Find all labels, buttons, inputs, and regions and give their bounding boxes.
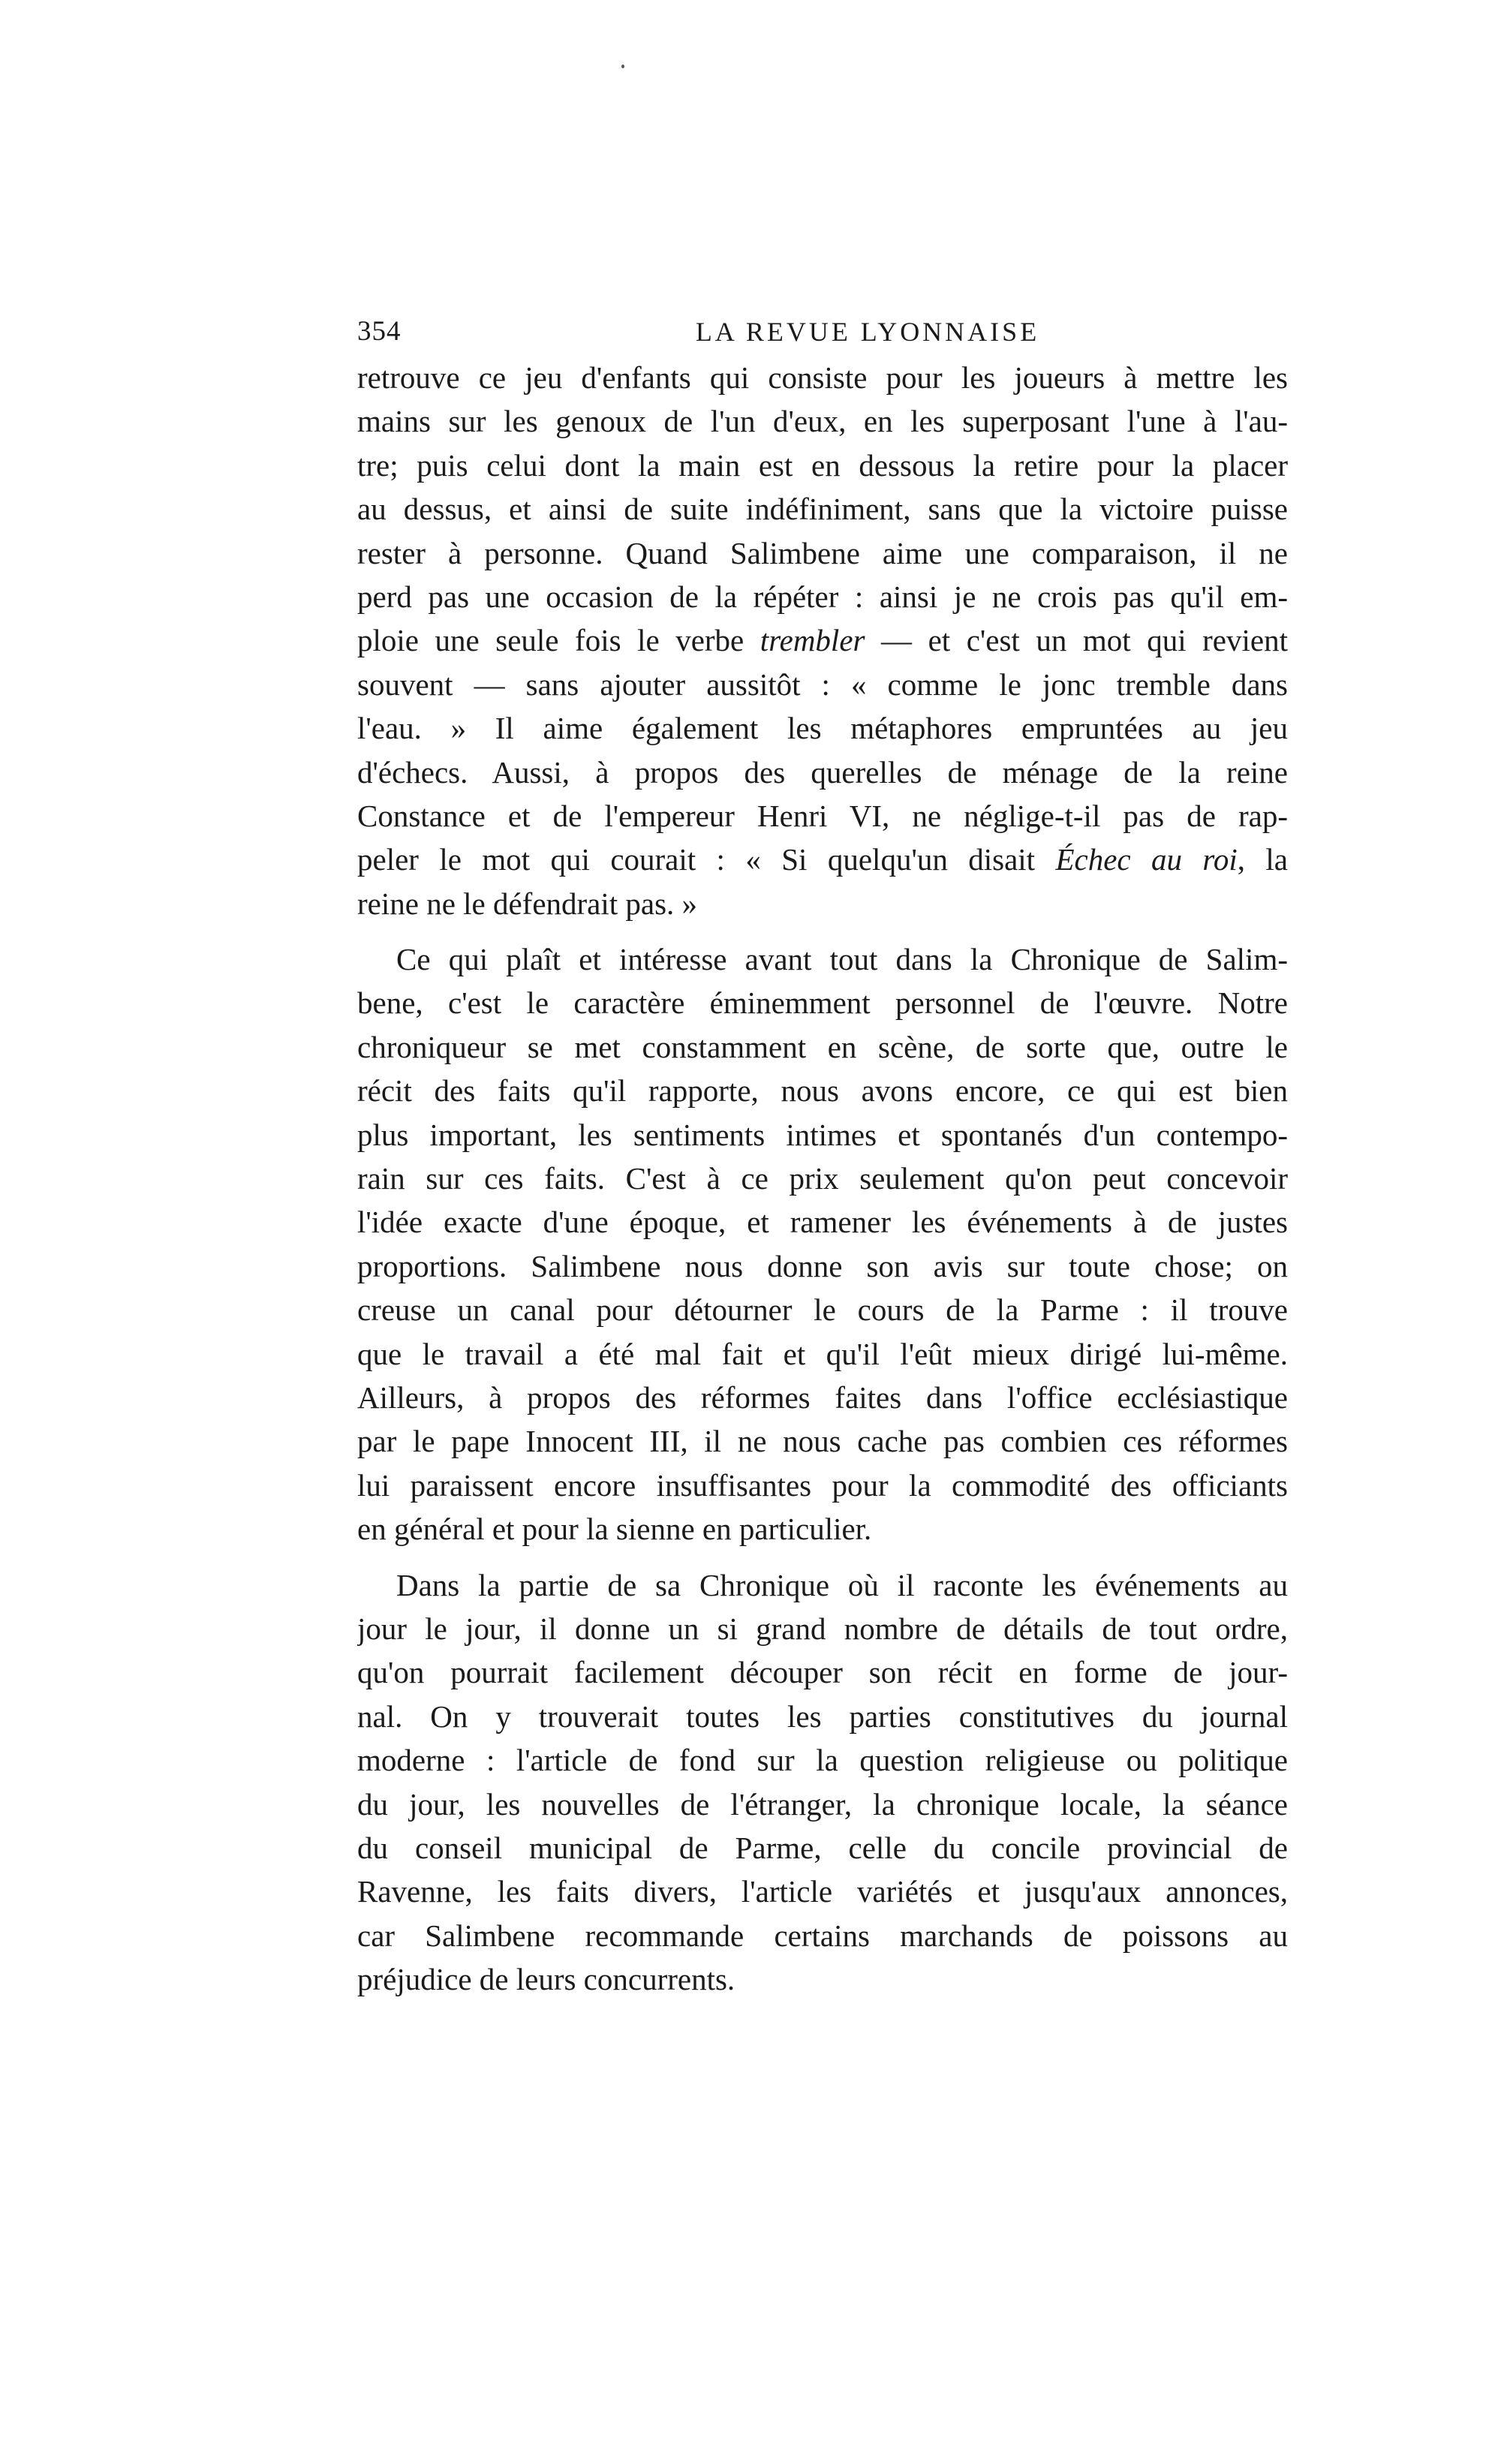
text-line: récit des faits qu'il rapporte, nous avons encore, ce qui est bien <box>357 1073 1288 1109</box>
text-line: d'échecs. Aussi, à propos des querelles de ménage de la reine <box>357 754 1288 790</box>
text-line: rester à personne. Quand Salimbene aime une comparaison, il ne <box>357 535 1288 570</box>
text-line: retrouve ce jeu d'enfants qui consiste pour les joueurs à mettre les <box>357 360 1288 395</box>
paragraph <box>357 937 1288 1551</box>
journal-title: LA REVUE LYONNAISE <box>695 317 1040 347</box>
paragraph <box>357 356 1288 925</box>
text-line: Ailleurs, à propos des réformes faites dans l'office ecclésiastique <box>357 1379 1288 1415</box>
text-line: Dans la partie de sa Chronique où il raconte les événements au <box>396 1567 1288 1602</box>
text-line: proportions. Salimbene nous donne son avis sur toute chose; on <box>357 1248 1288 1283</box>
page-number: 354 <box>357 316 402 347</box>
text-line: Ce qui plaît et intéresse avant tout dans la Chronique de Salim- <box>396 942 1288 977</box>
text-line: tre; puis celui dont la main est en dessous la retire pour la placer <box>357 447 1288 483</box>
text-line: du jour, les nouvelles de l'étranger, la chronique locale, la séance <box>357 1786 1288 1822</box>
text-line: Ravenne, les faits divers, l'article variétés et jusqu'aux annonces, <box>357 1874 1288 1909</box>
italic-text: Échec au roi <box>1055 842 1238 877</box>
text-line: l'eau. » Il aime également les métaphores empruntées au jeu <box>357 711 1288 746</box>
text-line: car Salimbene recommande certains marchands de poissons au <box>357 1918 1288 1953</box>
text-line: chroniqueur se met constamment en scène, de sorte que, outre le <box>357 1029 1288 1064</box>
text-line: moderne : l'article de fond sur la question religieuse ou politique <box>357 1743 1288 1778</box>
paragraph <box>357 1563 1288 2002</box>
text-line: creuse un canal pour détourner le cours de la Parme : il trouve <box>357 1292 1288 1328</box>
text-line: perd pas une occasion de la répéter : ainsi je ne crois pas qu'il em- <box>357 579 1288 614</box>
text-line: rain sur ces faits. C'est à ce prix seulement qu'on peut concevoir <box>357 1161 1288 1196</box>
text-line: lui paraissent encore insuffisantes pour la commodité des officiants <box>357 1467 1288 1503</box>
paper-speck <box>621 65 624 68</box>
text-line: mains sur les genoux de l'un d'eux, en les superposant l'une à l'au- <box>357 404 1288 439</box>
text-run: ploie une seule fois le verbe <box>357 623 760 658</box>
text-line: plus important, les sentiments intimes et spontanés d'un contempo- <box>357 1117 1288 1152</box>
text-line <box>357 838 1288 881</box>
text-run: — et c'est un mot qui revient <box>865 623 1288 658</box>
running-head <box>357 309 1288 354</box>
text-line: l'idée exacte d'une époque, et ramener les événements à de justes <box>357 1205 1288 1240</box>
text-line: souvent — sans ajouter aussitôt : « comme le jonc tremble dans <box>357 666 1288 702</box>
text-run: , la <box>1237 842 1288 877</box>
text-line: qu'on pourrait facilement découper son récit en forme de jour- <box>357 1655 1288 1690</box>
paragraph-gap <box>357 1551 1288 1563</box>
text-line: du conseil municipal de Parme, celle du concile provincial de <box>357 1830 1288 1865</box>
text-line: jour le jour, il donne un si grand nombre de détails de tout ordre, <box>357 1611 1288 1646</box>
text-line: que le travail a été mal fait et qu'il l'eût mieux dirigé lui-même. <box>357 1336 1288 1371</box>
text-run: peler le mot qui courait : « Si quelqu'un disait <box>357 842 1056 877</box>
text-line: Constance et de l'empereur Henri VI, ne néglige-t-il pas de rap- <box>357 798 1288 833</box>
paragraph-gap <box>357 925 1288 937</box>
text-line: reine ne le défendrait pas. » <box>357 886 698 921</box>
text-line: par le pape Innocent III, il ne nous cache pas combien ces réformes <box>357 1424 1288 1459</box>
text-line: nal. On y trouverait toutes les parties constitutives du journal <box>357 1698 1288 1734</box>
italic-text: trembler <box>760 623 865 658</box>
body-text <box>357 356 1288 2001</box>
text-line: au dessus, et ainsi de suite indéfiniment, sans que la victoire puisse <box>357 492 1288 527</box>
text-line: bene, c'est le caractère éminemment personnel de l'œuvre. Notre <box>357 985 1288 1021</box>
text-line: préjudice de leurs concurrents. <box>357 1962 735 1997</box>
text-line <box>357 618 1288 662</box>
text-line: en général et pour la sienne en particulier. <box>357 1512 872 1547</box>
